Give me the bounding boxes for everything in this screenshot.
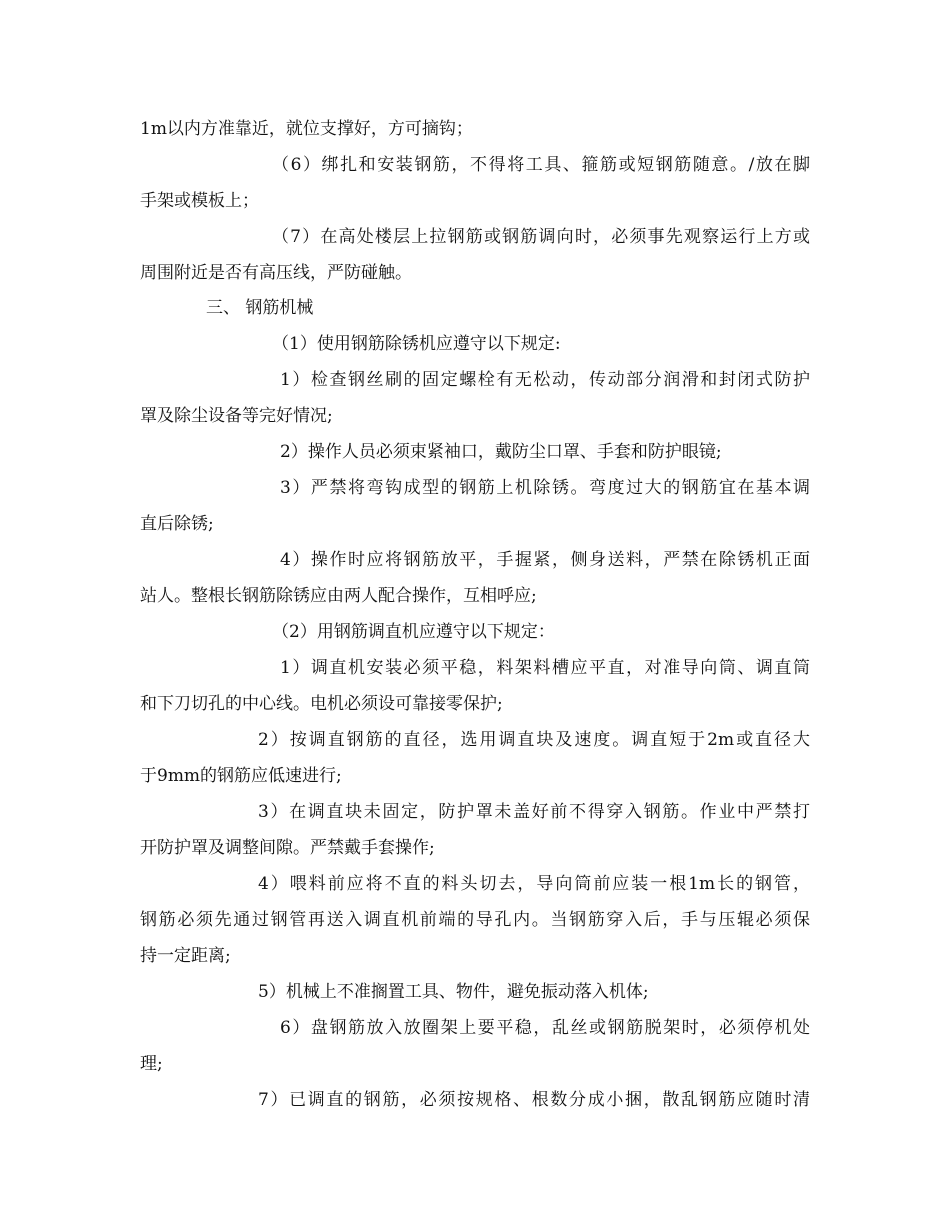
text-line: 钢筋必须先通过钢管再送入调直机前端的导孔内。当钢筋穿入后，手与压辊必须保	[140, 910, 810, 930]
text-line: 2）按调直钢筋的直径，选用调直块及速度。调直短于2m或直径大	[258, 730, 810, 750]
text-line: 站人。整根长钢筋除锈应由两人配合操作，互相呼应;	[140, 586, 537, 606]
text-line: 于9mm的钢筋应低速进行;	[140, 766, 342, 786]
text-line: 手架或模板上；	[140, 191, 259, 211]
text-line: 罩及除尘设备等完好情况;	[140, 406, 333, 426]
text-line: 2）操作人员必须束紧袖口，戴防尘口罩、手套和防护眼镜;	[280, 442, 722, 462]
text-line: 周围附近是否有高压线，严防碰触。	[140, 263, 412, 283]
text-line: 5）机械上不准搁置工具、物件，避免振动落入机体;	[258, 982, 649, 1002]
text-line: 4）操作时应将钢筋放平，手握紧，侧身送料，严禁在除锈机正面	[280, 550, 810, 570]
text-line: 4）喂料前应将不直的料头切去，导向筒前应装一根1m长的钢管，	[258, 874, 810, 894]
text-line: 7）已调直的钢筋，必须按规格、根数分成小捆，散乱钢筋应随时清	[258, 1090, 810, 1110]
text-line: （6）绑扎和安装钢筋，不得将工具、箍筋或短钢筋随意。/放在脚	[272, 155, 810, 175]
text-line: （7）在高处楼层上拉钢筋或钢筋调向时，必须事先观察运行上方或	[272, 227, 810, 247]
text-line: 1）调直机安装必须平稳，料架料槽应平直，对准导向筒、调直筒	[280, 658, 810, 678]
text-line: （2）用钢筋调直机应遵守以下规定：	[272, 622, 555, 642]
text-line: （1）使用钢筋除锈机应遵守以下规定:	[272, 334, 561, 354]
text-line: 1m以内方准靠近，就位支撑好，方可摘钩；	[140, 119, 473, 139]
text-line: 6）盘钢筋放入放圈架上要平稳，乱丝或钢筋脱架时，必须停机处	[280, 1018, 810, 1038]
text-line: 持一定距离;	[140, 946, 231, 966]
text-line: 1）检查钢丝刷的固定螺栓有无松动，传动部分润滑和封闭式防护	[280, 370, 810, 390]
text-line: 3）严禁将弯钩成型的钢筋上机除锈。弯度过大的钢筋宜在基本调	[280, 478, 810, 498]
text-line: 开防护罩及调整间隙。严禁戴手套操作;	[140, 838, 435, 858]
text-line: 3）在调直块未固定，防护罩未盖好前不得穿入钢筋。作业中严禁打	[258, 802, 810, 822]
section-heading: 三、 钢筋机械	[206, 298, 314, 318]
text-line: 直后除锈;	[140, 514, 214, 534]
text-line: 和下刀切孔的中心线。电机必须设可靠接零保护;	[140, 694, 503, 714]
text-line: 理;	[140, 1054, 163, 1074]
